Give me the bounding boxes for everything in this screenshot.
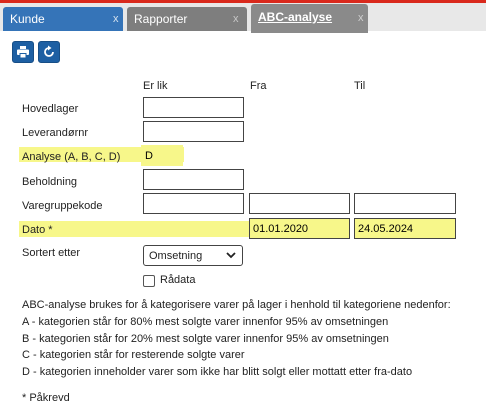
beholdning-label: Beholdning	[22, 176, 78, 188]
radata-checkbox[interactable]	[143, 275, 155, 287]
sortert-select[interactable]	[143, 245, 243, 266]
tab-abc-analyse[interactable]	[251, 4, 368, 33]
refresh-icon	[42, 45, 56, 59]
tab-label: Rapporter	[134, 12, 188, 26]
leverandornr-label: Leverandørnr	[22, 127, 89, 139]
varegruppekode-label: Varegruppekode	[22, 200, 103, 212]
info-line: A - kategorien står for 80% mest solgte varer innenfor 95% av omsetningen	[22, 316, 389, 328]
sortert-label: Sortert etter	[22, 247, 81, 259]
print-icon	[16, 45, 30, 59]
dato-from-input[interactable]	[249, 218, 350, 239]
leverandornr-input[interactable]	[143, 121, 244, 142]
varegruppekode-input[interactable]	[143, 193, 244, 214]
header-from: Fra	[250, 80, 267, 92]
chevron-down-icon	[226, 250, 236, 260]
info-line: B - kategorien står for 20% mest solgte varer innenfor 95% av omsetningen	[22, 333, 389, 345]
varegruppekode-from-input[interactable]	[249, 193, 350, 214]
analyse-label: Analyse (A, B, C, D)	[22, 151, 121, 163]
hovedlager-input[interactable]	[143, 97, 244, 118]
sortert-value: Omsetning	[149, 250, 203, 262]
info-line: C - kategorien står for resterende solgte varer	[22, 349, 245, 361]
beholdning-input[interactable]	[143, 169, 244, 190]
dato-to-input[interactable]	[354, 218, 456, 239]
close-icon[interactable]: x	[113, 13, 119, 25]
info-line: ABC-analyse brukes for å kategorisere varer på lager i henhold til kategoriene nedenfor:	[22, 299, 451, 311]
dato-label: Dato *	[22, 224, 53, 236]
close-icon[interactable]: x	[233, 13, 239, 25]
tab-label: Kunde	[10, 12, 45, 26]
info-line: D - kategorien inneholder varer som ikke har blitt solgt eller mottatt etter fra-dato	[22, 366, 413, 378]
required-note: * Påkrevd	[22, 392, 70, 404]
print-button[interactable]	[12, 41, 34, 63]
header-equals: Er lik	[143, 80, 168, 92]
dato-highlight	[19, 221, 250, 237]
varegruppekode-to-input[interactable]	[354, 193, 456, 214]
radata-label: Rådata	[160, 274, 196, 286]
tab-kunde[interactable]	[3, 7, 123, 31]
hovedlager-label: Hovedlager	[22, 103, 79, 115]
analyse-input[interactable]	[141, 145, 183, 166]
header-to: Til	[354, 80, 366, 92]
refresh-button[interactable]	[38, 41, 60, 63]
tab-label: ABC-analyse	[258, 10, 333, 24]
close-icon[interactable]: x	[358, 12, 364, 24]
tab-rapporter[interactable]	[127, 7, 247, 31]
